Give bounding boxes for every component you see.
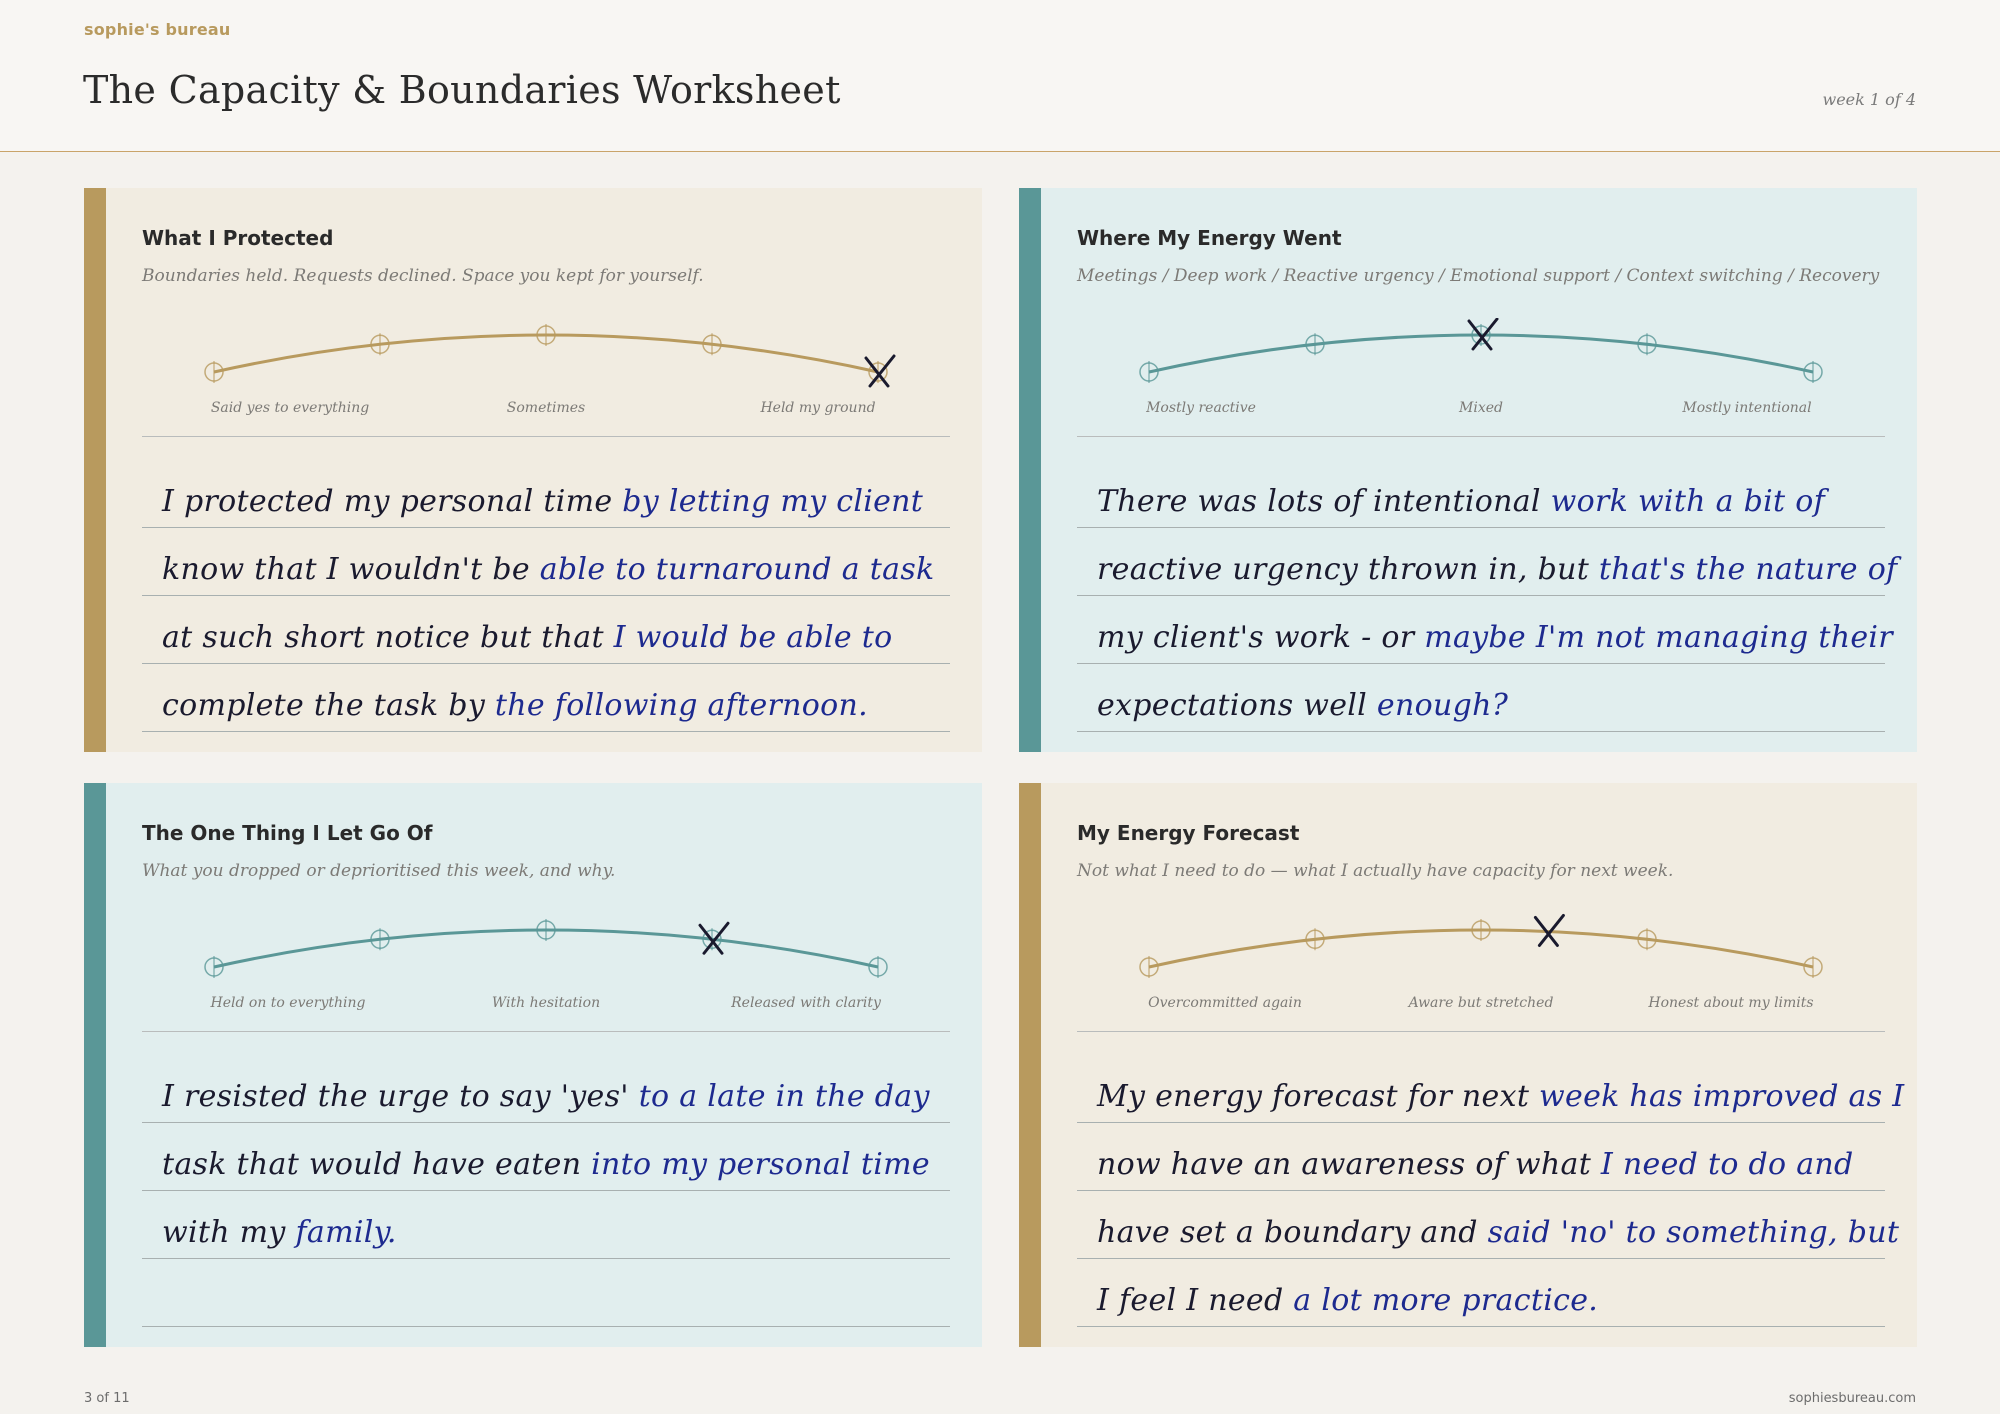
ink-blue-text: the following afternoon. [494, 688, 868, 723]
brand-name: sophie's bureau [84, 20, 231, 39]
handwritten-text [162, 1215, 397, 1250]
writing-line [1077, 1259, 1885, 1327]
rating-scale[interactable] [1077, 318, 1885, 428]
scale-label-high: Released with clarity [731, 995, 881, 1011]
writing-line [142, 596, 950, 664]
ink-black-text: expectations well [1097, 688, 1377, 723]
ink-blue-text: week has improved as I [1539, 1079, 1905, 1114]
card-where-my-energy-went [1019, 188, 1917, 752]
ink-black-text: reactive urgency thrown in, but [1097, 552, 1599, 587]
card-what-i-protected [84, 188, 982, 752]
writing-line [1077, 1055, 1905, 1123]
handwritten-text [162, 688, 868, 723]
handwritten-text [1097, 1079, 1904, 1114]
scale-label-low: Overcommitted again [1148, 995, 1302, 1011]
writing-line [142, 664, 950, 732]
handwritten-text [162, 484, 923, 519]
handwritten-response[interactable] [1077, 460, 1898, 732]
handwritten-text [1097, 1147, 1854, 1182]
ink-blue-text: family. [295, 1215, 397, 1250]
card-title: What I Protected [142, 226, 334, 250]
ink-black-text: now have an awareness of what [1097, 1147, 1601, 1182]
handwritten-text [1097, 688, 1508, 723]
scale-label-high: Held my ground [760, 400, 876, 416]
rating-scale[interactable] [1077, 913, 1885, 1023]
ink-blue-text: by letting my client [622, 484, 924, 519]
ink-black-text: I protected my personal time [162, 484, 623, 519]
ink-black-text: at such short notice but that [162, 620, 614, 655]
scale-label-low: Said yes to everything [210, 400, 370, 416]
writing-line [1077, 596, 1893, 664]
week-indicator: week 1 of 4 [1822, 90, 1916, 109]
writing-line [142, 460, 950, 528]
ink-black-text: My energy forecast for next [1097, 1079, 1540, 1114]
ink-black-text: I resisted the urge to say 'yes' [162, 1079, 639, 1114]
ink-black-text: with my [162, 1215, 296, 1250]
handwritten-response[interactable] [1077, 1055, 1905, 1327]
ink-blue-text: work with a bit of [1550, 484, 1826, 519]
card-one-thing-i-let-go-of [84, 783, 982, 1347]
ink-black-text: I feel I need [1097, 1283, 1294, 1318]
website-url: sophiesbureau.com [1788, 1391, 1916, 1406]
ink-blue-text: into my personal time [591, 1147, 930, 1182]
scale-label-high: Honest about my limits [1648, 995, 1814, 1011]
handwritten-text [162, 552, 935, 587]
scale-label-low: Mostly reactive [1146, 400, 1256, 416]
ink-black-text: complete the task by [162, 688, 495, 723]
scale-label-low: Held on to everything [210, 995, 366, 1011]
writing-line [1077, 460, 1885, 528]
handwritten-response[interactable] [142, 1055, 950, 1327]
card-accent-stripe [1019, 783, 1041, 1347]
ink-blue-text: said 'no' to something, but [1487, 1215, 1900, 1250]
page-number: 3 of 11 [84, 1391, 130, 1406]
scale-label-mid: Sometimes [506, 400, 586, 416]
handwritten-text [162, 1147, 930, 1182]
ink-blue-text: a lot more practice. [1293, 1283, 1599, 1318]
writing-line [142, 1259, 950, 1327]
handwritten-text [1097, 552, 1897, 587]
writing-line [142, 1055, 950, 1123]
writing-line [1077, 528, 1898, 596]
ink-blue-text: maybe I'm not managing their [1424, 620, 1893, 655]
writing-line [142, 1123, 950, 1191]
ink-blue-text: that's the nature of [1598, 552, 1898, 587]
page-title: The Capacity & Boundaries Worksheet [83, 68, 841, 112]
card-title: My Energy Forecast [1077, 821, 1300, 845]
card-subtitle: Not what I need to do — what I actually have capacity for next week. [1077, 861, 1674, 881]
ink-blue-text: able to turnaround a task [539, 552, 935, 587]
scale-label-mid: Mixed [1459, 400, 1503, 416]
writing-line [142, 1191, 950, 1259]
handwritten-text [162, 620, 892, 655]
card-subtitle: Boundaries held. Requests declined. Space you kept for yourself. [142, 266, 704, 286]
ink-black-text: know that I wouldn't be [162, 552, 540, 587]
rating-scale[interactable] [142, 913, 950, 1023]
writing-line [1077, 1123, 1885, 1191]
divider [142, 436, 950, 437]
scale-label-high: Mostly intentional [1682, 400, 1812, 416]
card-accent-stripe [1019, 188, 1041, 752]
ink-black-text: my client's work - or [1097, 620, 1425, 655]
card-title: The One Thing I Let Go Of [142, 821, 433, 845]
writing-line [1077, 1191, 1900, 1259]
rating-scale[interactable] [142, 318, 950, 428]
writing-line [1077, 664, 1885, 732]
handwritten-text [1097, 620, 1893, 655]
card-my-energy-forecast [1019, 783, 1917, 1347]
handwritten-text [1097, 1283, 1598, 1318]
card-accent-stripe [84, 783, 106, 1347]
ink-blue-text: I would be able to [613, 620, 893, 655]
page-header [0, 0, 2000, 152]
ink-blue-text: to a late in the day [638, 1079, 930, 1114]
divider [1077, 1031, 1885, 1032]
scale-label-mid: Aware but stretched [1408, 995, 1554, 1011]
writing-line [142, 528, 950, 596]
card-accent-stripe [84, 188, 106, 752]
handwritten-text [162, 1079, 930, 1114]
handwritten-text [1097, 1215, 1899, 1250]
ink-blue-text: enough? [1376, 688, 1509, 723]
ink-black-text: There was lots of intentional [1097, 484, 1551, 519]
handwritten-response[interactable] [142, 460, 950, 732]
scale-label-mid: With hesitation [491, 995, 601, 1011]
ink-black-text: task that would have eaten [162, 1147, 592, 1182]
card-subtitle: Meetings / Deep work / Reactive urgency / Emotional support / Context switching / Recovery [1077, 266, 1880, 286]
ink-blue-text: I need to do and [1600, 1147, 1854, 1182]
handwritten-text [1097, 484, 1825, 519]
divider [142, 1031, 950, 1032]
card-title: Where My Energy Went [1077, 226, 1342, 250]
ink-black-text: have set a boundary and [1097, 1215, 1488, 1250]
card-subtitle: What you dropped or deprioritised this week, and why. [142, 861, 616, 881]
divider [1077, 436, 1885, 437]
